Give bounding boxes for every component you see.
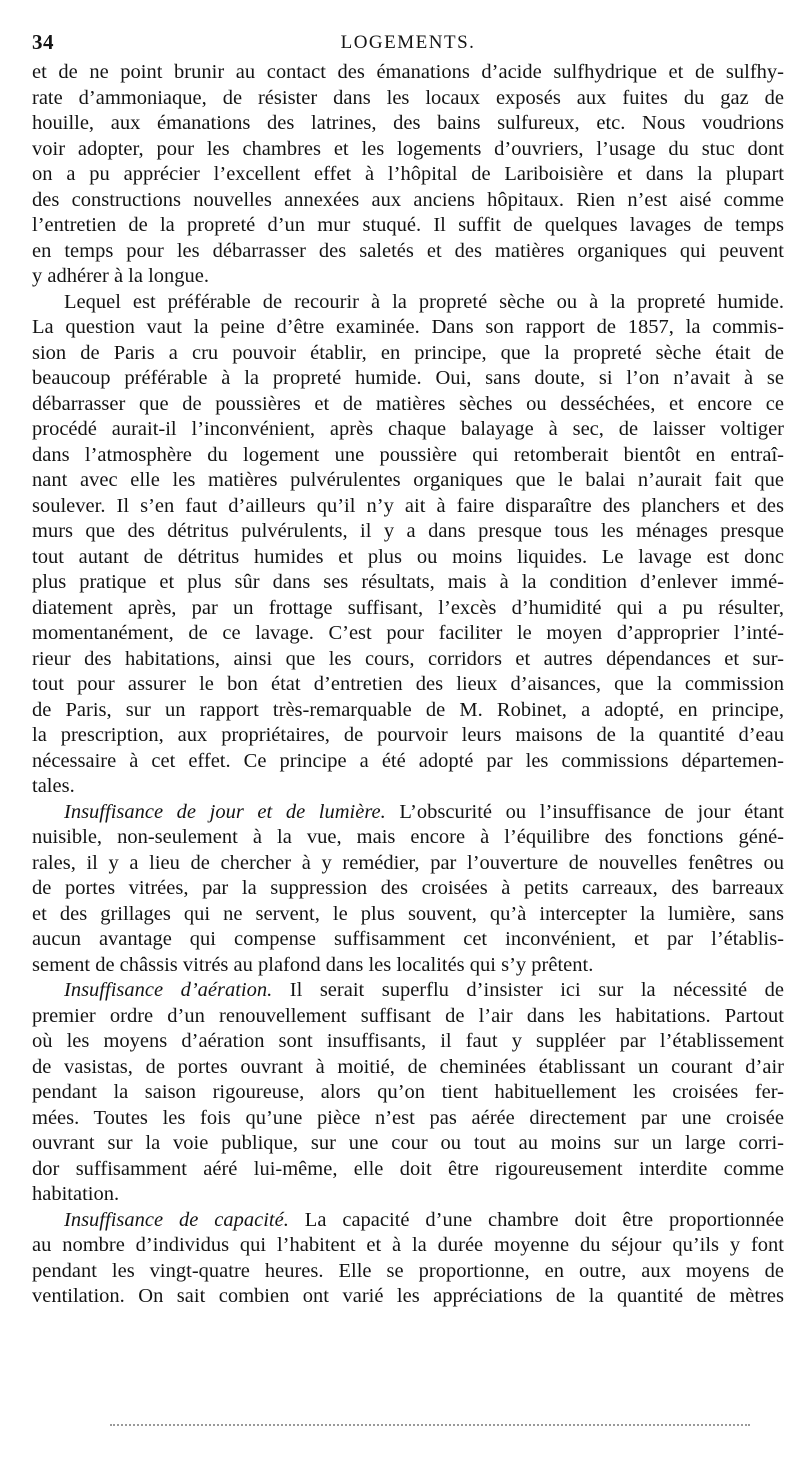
- text-line: pendant les vingt-quatre heures. Elle se proportionne, en outre, aux moyens de: [32, 1259, 784, 1282]
- text-line: aucun avantage qui compense suffisamment cet inconvénient, et par l’établis-: [32, 928, 784, 950]
- text-line: l’entretien de la propreté d’un mur stuqué. Il suffit de quelques lavages de temps: [32, 214, 784, 236]
- text-line: en temps pour les débarrasser des saletés et des matières organiques qui peuvent: [32, 239, 784, 262]
- text-line: plus pratique et plus sûr dans ses résultats, mais à la condition d’enlever immé-: [32, 571, 784, 593]
- text-line: rieur des habitations, ainsi que les cours, corridors et autres dépendances et sur-: [32, 647, 784, 670]
- text-line: procédé aurait-il l’inconvénient, après chaque balayage à sec, de laisser voltiger: [32, 418, 784, 440]
- text-line: rate d’ammoniaque, de résister dans les locaux exposés aux fuites du gaz de: [32, 86, 784, 109]
- text-line: dans l’atmosphère du logement une poussière qui retomberait bientôt en entraî-: [32, 443, 784, 466]
- paragraph: [32, 978, 784, 1208]
- text-line: diatement après, par un frottage suffisant, l’excès d’humidité qui a pu résulter,: [32, 596, 784, 619]
- text-line: nant avec elle les matières pulvérulentes organiques que le balai n’aurait fait que: [32, 469, 784, 491]
- text-line: mées. Toutes les fois qu’une pièce n’est pas aérée directement par une croisée: [32, 1106, 784, 1129]
- text-line-rest: L’obscurité ou l’insuffisance de jour étant: [385, 800, 784, 823]
- text-line: y adhérer à la longue.: [32, 265, 210, 287]
- paragraph: [32, 60, 784, 290]
- paragraph: [32, 800, 784, 979]
- text-line: ouvrant sur la voie publique, sur une cour ou tout au moins sur un large corri-: [32, 1132, 784, 1154]
- text-line: et de ne point brunir au contact des émanations d’acide sulfhydrique et de sulfhy-: [32, 61, 784, 83]
- text-line: voir adopter, pour les chambres et les logements d’ouvriers, l’usage du stuc dont: [32, 137, 784, 160]
- text-line: sement de châssis vitrés au plafond dans les localités qui s’y prêtent.: [32, 953, 594, 976]
- text-line: [32, 978, 784, 1004]
- text-line: la prescription, aux propriétaires, de pourvoir leurs maisons de la quantité d’eau: [32, 724, 784, 746]
- body-text: [32, 60, 784, 1310]
- text-line: tout pour assurer le bon état d’entretien des lieux d’aisances, que la commission: [32, 673, 784, 695]
- text-line: au nombre d’individus qui l’habitent et à la durée moyenne du séjour qu’ils y font: [32, 1234, 784, 1256]
- text-line: nécessaire à cet effet. Ce principe a été adopté par les commissions départemen-: [32, 749, 784, 772]
- run-in-heading: Insuffisance de jour et de lumière.: [64, 800, 386, 823]
- text-line: et des grillages qui ne servent, le plus souvent, qu’à intercepter la lumière, sans: [32, 902, 784, 925]
- paragraph: [32, 1208, 784, 1310]
- text-line: tout autant de détritus humides et plus ou moins liquides. Le lavage est donc: [32, 545, 784, 568]
- text-line: des constructions nouvelles annexées aux anciens hôpitaux. Rien n’est aisé comme: [32, 188, 784, 211]
- text-line: où les moyens d’aération sont insuffisants, il faut y suppléer par l’établissement: [32, 1030, 784, 1052]
- text-line: de portes vitrées, par la suppression des croisées à petits carreaux, des barreaux: [32, 877, 784, 899]
- text-line: murs que des détritus pulvérulents, il y a dans presque tous les ménages presque: [32, 520, 784, 542]
- text-line: tales.: [32, 775, 75, 797]
- text-line: rales, il y a lieu de chercher à y remédier, par l’ouverture de nouvelles fenêtres ou: [32, 851, 784, 874]
- text-line: nuisible, non-seulement à la vue, mais encore à l’équilibre des fonctions géné-: [32, 826, 784, 848]
- text-line: houille, aux émanations des latrines, des bains sulfureux, etc. Nous voudrions: [32, 112, 784, 134]
- text-line: Lequel est préférable de recourir à la propreté sèche ou à la propreté humide.: [64, 290, 784, 313]
- text-line: habitation.: [32, 1183, 120, 1205]
- run-in-heading: Insuffisance d’aération.: [64, 979, 273, 1001]
- text-line: La question vaut la peine d’être examinée. Dans son rapport de 1857, la commis-: [32, 316, 784, 338]
- page-header: [32, 30, 784, 60]
- text-line: beaucoup préférable à la propreté humide. Oui, sans doute, si l’on n’avait à se: [32, 367, 784, 389]
- text-line-rest: La capacité d’une chambre doit être proportionnée: [288, 1208, 785, 1231]
- text-line: [32, 1208, 784, 1234]
- text-line: premier ordre d’un renouvellement suffisant de l’air dans les habitations. Partout: [32, 1004, 784, 1027]
- text-line: de Paris, sur un rapport très-remarquable de M. Robinet, a adopté, en principe,: [32, 698, 784, 721]
- text-line: sion de Paris a cru pouvoir établir, en principe, que la propreté sèche était de: [32, 341, 784, 364]
- text-line: [32, 800, 784, 826]
- text-line: débarrasser que de poussières et de matières sèches ou desséchées, et encore ce: [32, 392, 784, 415]
- text-line: momentanément, de ce lavage. C’est pour faciliter le moyen d’approprier l’inté-: [32, 622, 784, 644]
- text-line: dor suffisamment aéré lui-même, elle doit être rigoureusement interdite comme: [32, 1157, 784, 1180]
- text-line: ventilation. On sait combien ont varié les appréciations de la quantité de mètres: [32, 1285, 784, 1307]
- text-line-rest: Il serait superflu d’insister ici sur la nécessité de: [272, 979, 784, 1001]
- footer-rule: [110, 1424, 750, 1426]
- text-line: pendant la saison rigoureuse, alors qu’on tient habituellement les croisées fer-: [32, 1081, 784, 1103]
- running-head: LOGEMENTS.: [340, 32, 476, 53]
- paragraph: [32, 290, 784, 800]
- page-number: 34: [32, 30, 54, 54]
- text-line: de vasistas, de portes ouvrant à moitié, de cheminées établissant un courant d’air: [32, 1055, 784, 1078]
- text-line: on a pu apprécier l’excellent effet à l’hôpital de Lariboisière et dans la plupart: [32, 163, 784, 185]
- text-line: soulever. Il s’en faut d’ailleurs qu’il n’y ait à faire disparaître des planchers et des: [32, 494, 784, 517]
- run-in-heading: Insuffisance de capacité.: [64, 1208, 289, 1231]
